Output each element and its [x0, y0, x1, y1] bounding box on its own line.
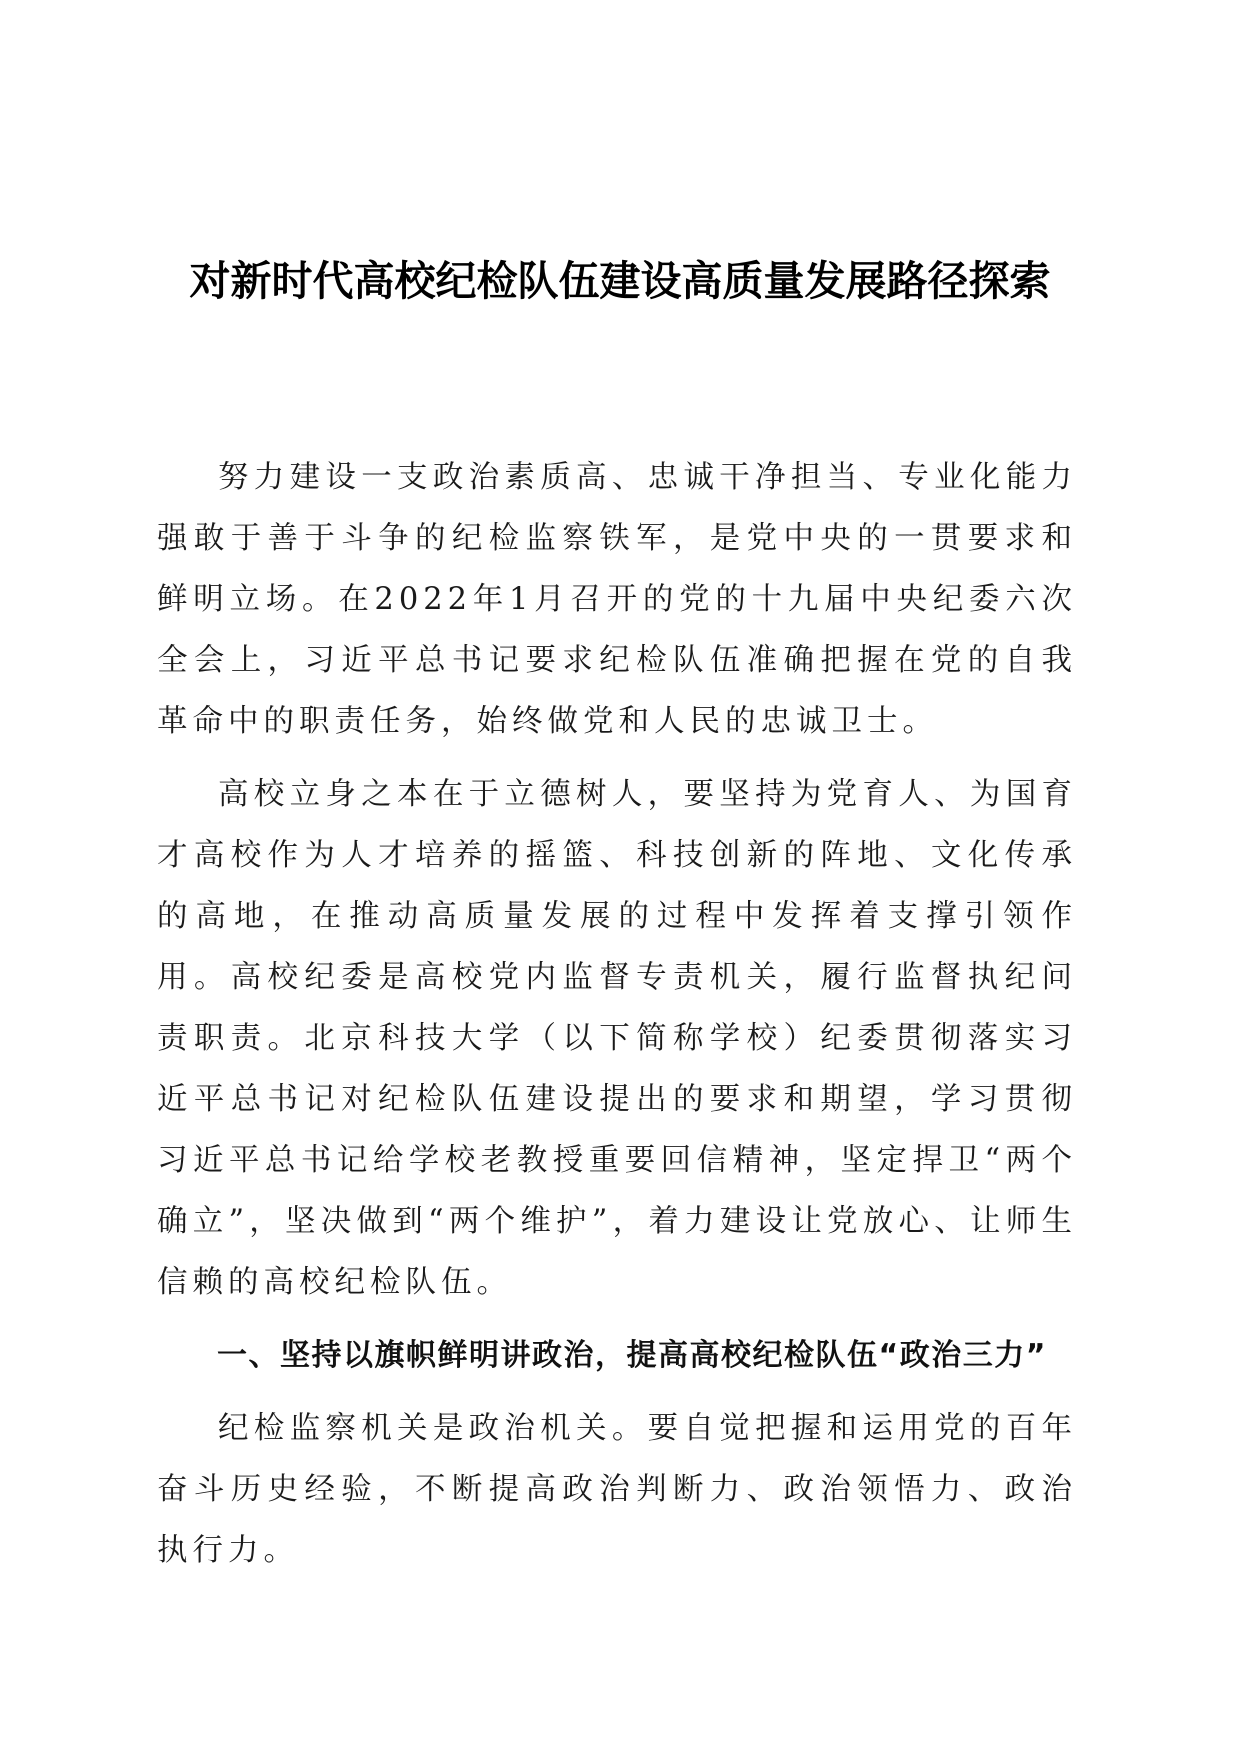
- document-body: [157, 447, 1077, 1593]
- section-heading-1: 一、坚持以旗帜鲜明讲政治，提高高校纪检队伍“政治三力”: [217, 1338, 1047, 1373]
- paragraph-section-1: 纪检监察机关是政治机关。要自觉把握和运用党的百年奋斗历史经验，不断提高政治判断力、政治领悟力、政治执行力。: [157, 1411, 1077, 1568]
- document-title: 对新时代高校纪检队伍建设高质量发展路径探索: [189, 257, 1051, 305]
- paragraph-intro: 努力建设一支政治素质高、忠诚干净担当、专业化能力强敢于善于斗争的纪检监察铁军，是党中央的一贯要求和鲜明立场。在2022年1月召开的党的十九届中央纪委六次全会上，习近平总书记要求纪检队伍准确把握在党的自我革命中的职责任务，始终做党和人民的忠诚卫士。: [157, 460, 1077, 739]
- paragraph-universities: 高校立身之本在于立德树人，要坚持为党育人、为国育才高校作为人才培养的摇篮、科技创新的阵地、文化传承的高地，在推动高质量发展的过程中发挥着支撑引领作用。高校纪委是高校党内监督专责机关，履行监督执纪问责职责。北京科技大学（以下简称学校）纪委贯彻落实习近平总书记对纪检队伍建设提出的要求和期望，学习贯彻习近平总书记给学校老教授重要回信精神，坚定捍卫“两个确立”，坚决做到“两个维护”，着力建设让党放心、让师生信赖的高校纪检队伍。: [157, 777, 1077, 1300]
